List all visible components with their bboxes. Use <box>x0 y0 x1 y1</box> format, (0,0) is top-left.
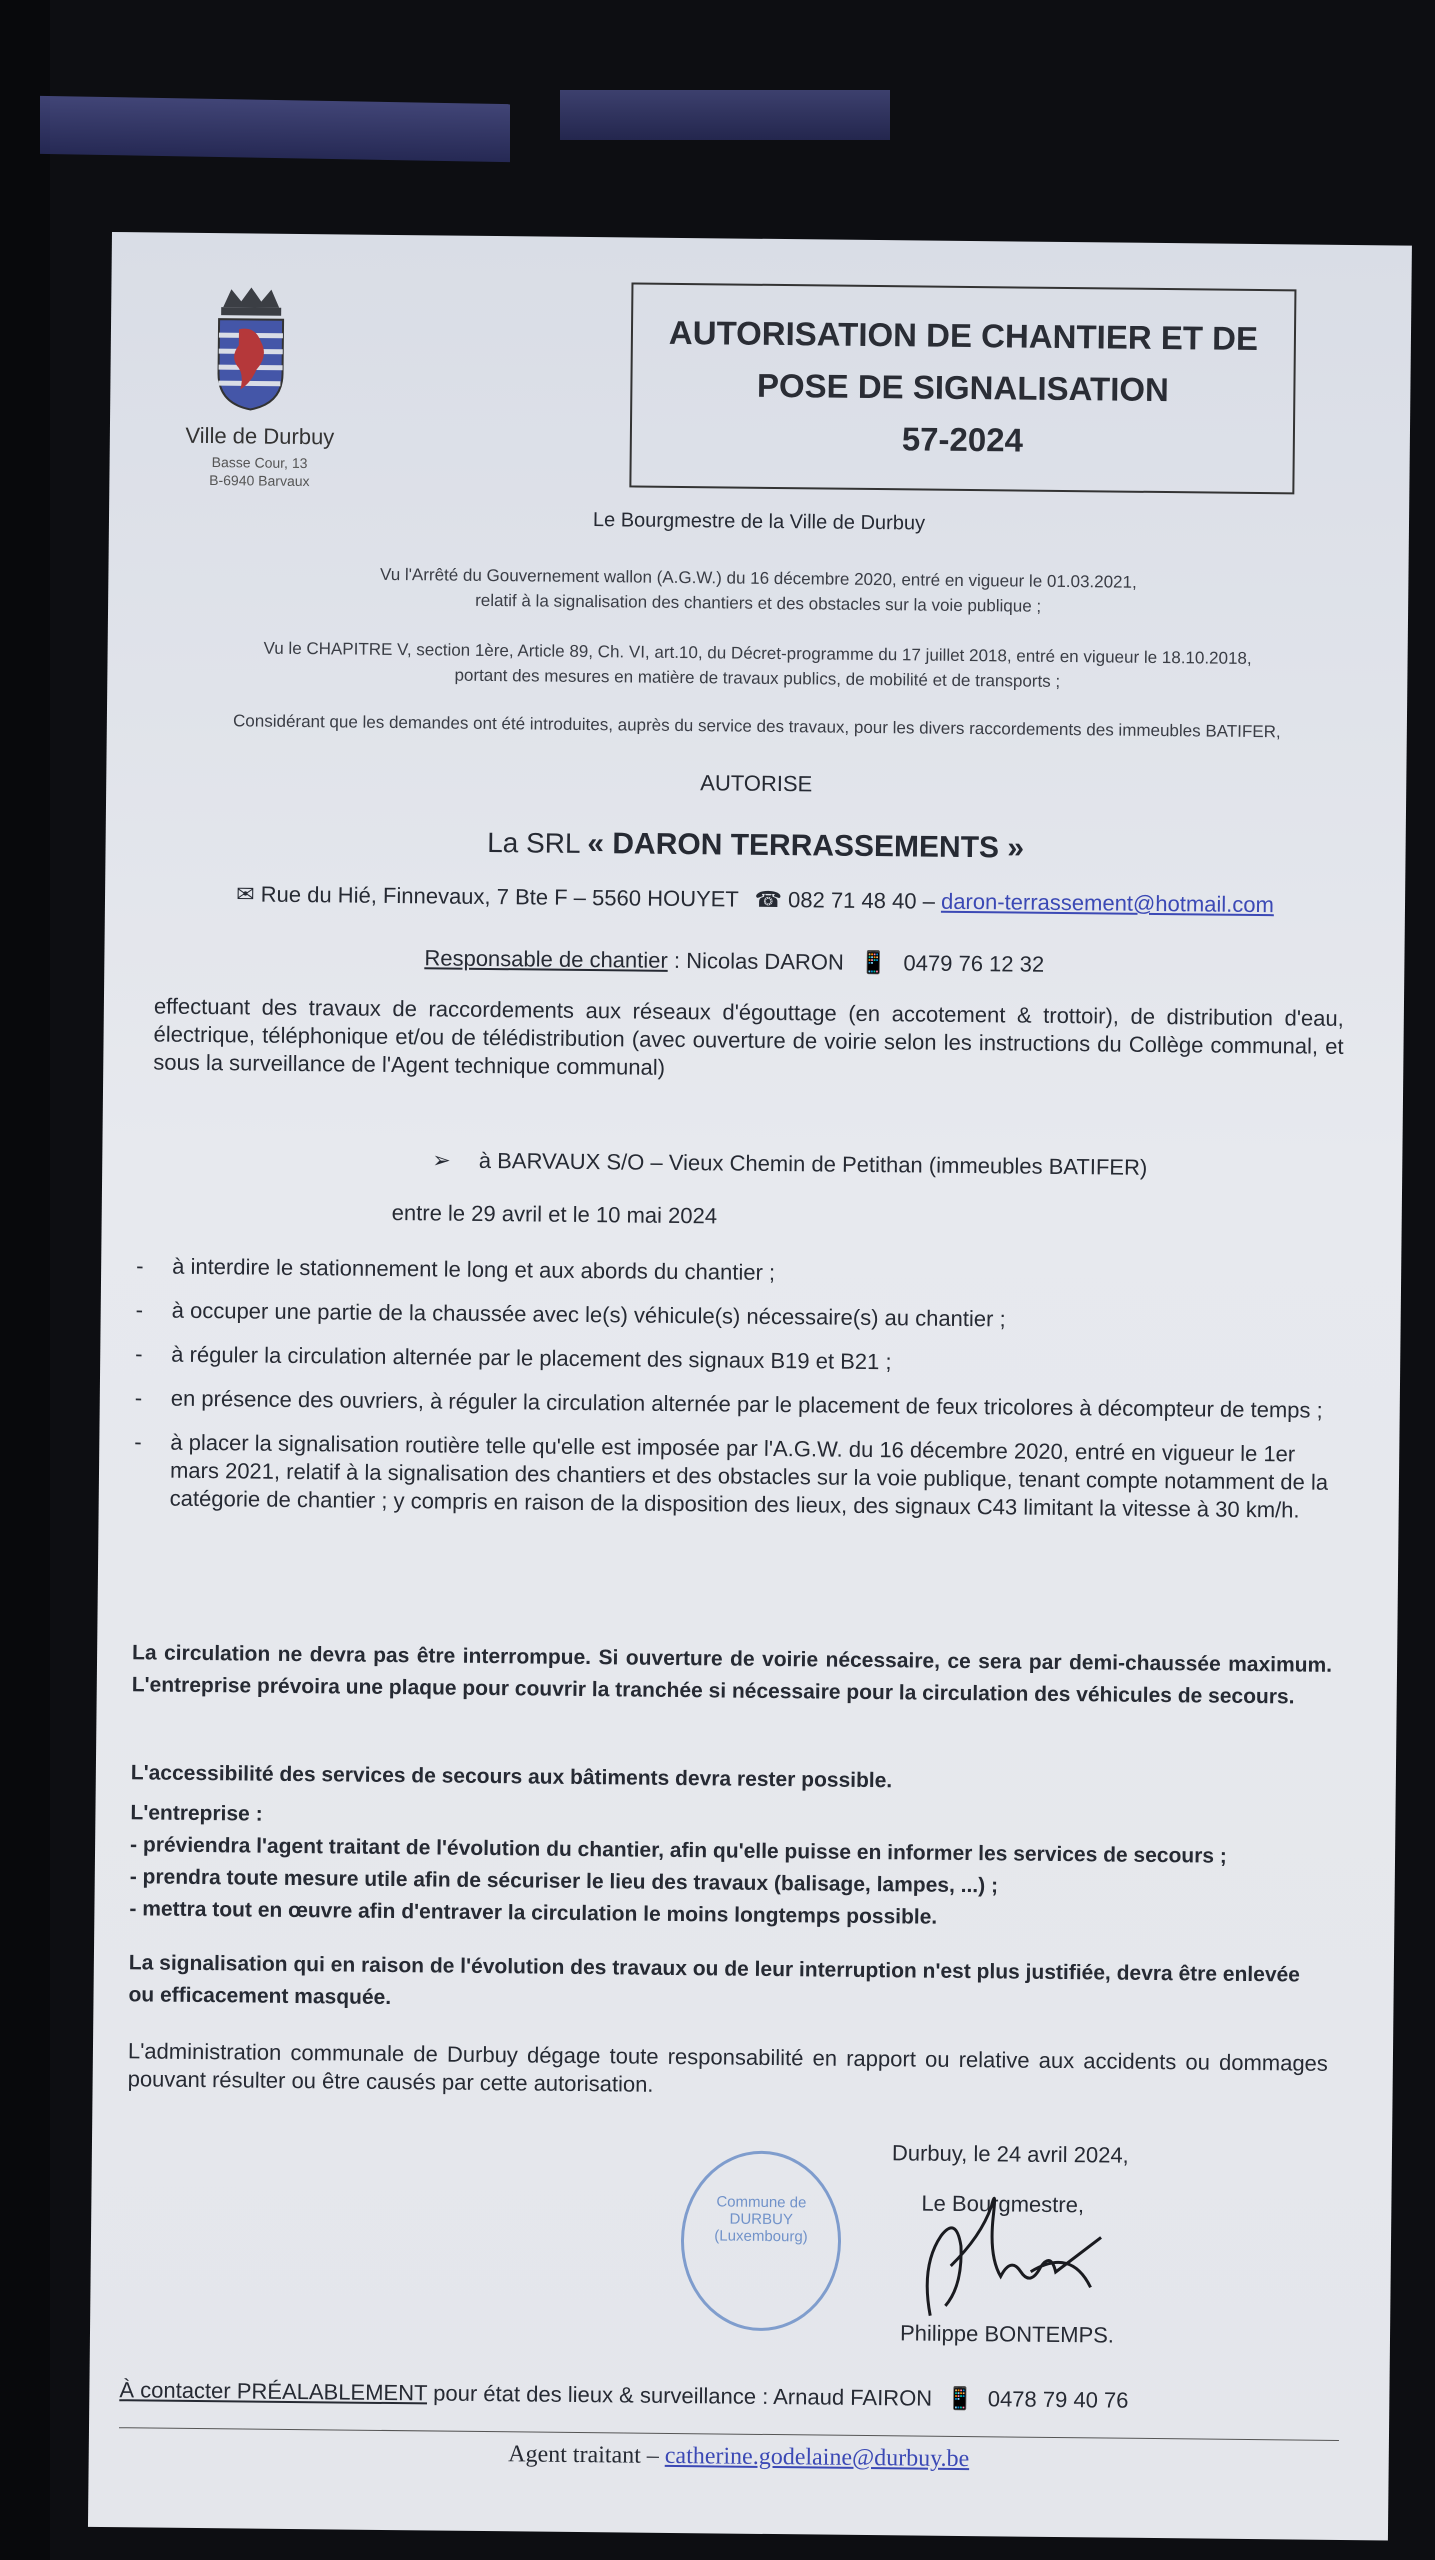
signatory-role: Le Bourgmestre, <box>921 2190 1085 2218</box>
town-address-line: B-6940 Barvaux <box>209 472 310 490</box>
company-prefix: La SRL <box>487 826 580 859</box>
signature-icon <box>900 2175 1162 2328</box>
title-line: POSE DE SIGNALISATION <box>756 366 1170 409</box>
town-address <box>159 453 359 491</box>
company-contact-line <box>105 880 1405 920</box>
prior-contact-label: À contacter PRÉALABLEMENT <box>119 2377 428 2406</box>
autorise-heading: AUTORISE <box>700 770 813 797</box>
mobile-phone-icon: 📱 <box>946 2385 974 2412</box>
measure-item: - à interdire le stationnement le long et aux abords du chantier ; <box>136 1252 1336 1293</box>
authorization-number: 57-2024 <box>901 420 1024 459</box>
agent-label: Agent traitant – <box>508 2441 659 2469</box>
signatory-name: Philippe BONTEMPS. <box>899 2320 1115 2348</box>
site-manager-label: Responsable de chantier <box>424 945 668 973</box>
legal-basis-line: Vu l'Arrêté du Gouvernement wallon (A.G.W.) du 16 décembre 2020, entré en vigueur le 01.03.2021, <box>379 564 1137 592</box>
considerant: Considérant que les demandes ont été introduites, auprès du service des travaux, pour les divers raccordements des immeubles BATIFER, <box>232 711 1281 742</box>
legal-basis-line: portant des mesures en matière de travaux publics, de mobilité et de transports ; <box>454 665 1061 691</box>
notice-document <box>88 232 1412 2540</box>
legal-basis-line: Vu le CHAPITRE V, section 1ère, Article 89, Ch. VI, art.10, du Décret-programme du 17 juillet 2018, entré en vigueur le 18.10.2018, <box>263 638 1252 668</box>
glass-reflection <box>40 96 510 162</box>
measure-item: - à placer la signalisation routière telle qu'elle est imposée par l'A.G.W. du 16 décembre 2020, entré en vigueur le 1er mars 2021, relatif à la signalisation des chantiers et des obstacles sur la voie publique, tenant compte notamment de la catégorie de chantier ; y compris en raison de la disposition des lieux, des signaux C43 limitant la vitesse à 30 km/h. <box>134 1428 1335 1525</box>
site-manager-line <box>424 945 1324 980</box>
company-address: Rue du Hié, Finnevaux, 7 Bte F – 5560 HOUYET <box>260 881 739 912</box>
company-obligations <box>129 1797 1330 1938</box>
handwritten-signature <box>900 2175 1162 2328</box>
display-frame-edge <box>0 0 50 2560</box>
mobile-phone-icon: 📱 <box>859 949 888 976</box>
stamp-text: Commune de DURBUY (Luxembourg) <box>714 2193 808 2246</box>
traffic-condition: La circulation ne devra pas être interrompue. Si ouverture de voirie nécessaire, ce sera par demi-chaussée maximum. L'entreprise prévoira une plaque pour couvrir la tranchée si nécessaire pour la circulation des véhicules de secours. <box>131 1641 1333 1709</box>
site-manager-mobile: 0479 76 12 32 <box>903 950 1045 977</box>
arrow-bullet-icon: ➢ <box>432 1147 451 1173</box>
crest-icon <box>210 285 291 416</box>
measure-item: - à réguler la circulation alternée par le placement des signaux B19 et B21 ; <box>135 1340 1335 1381</box>
company-name: « DARON TERRASSEMENTS » <box>587 827 1025 865</box>
measure-item: - en présence des ouvriers, à réguler la circulation alternée par le placement de feux tricolores à décompteur de temps ; <box>135 1384 1335 1425</box>
liability-disclaimer: L'administration communale de Durbuy dégage toute responsabilité en rapport ou relative aux accidents ou dommages pouvant résulter ou être causés par cette autorisation. <box>127 2038 1329 2097</box>
town-name: Ville de Durbuy <box>185 422 335 450</box>
separator-dash: – <box>922 888 936 914</box>
obligations-label: L'entreprise : <box>130 1801 263 1826</box>
measure-item: - à occuper une partie de la chaussée avec le(s) véhicule(s) nécessaire(s) au chantier ; <box>136 1296 1336 1337</box>
legal-basis-line: relatif à la signalisation des chantiers et des obstacles sur la voie publique ; <box>475 590 1042 616</box>
town-crest <box>200 285 301 416</box>
town-address-line: Basse Cour, 13 <box>211 454 308 472</box>
agent-line <box>89 2437 1389 2478</box>
site-manager-name: : Nicolas DARON <box>673 947 844 975</box>
works-location <box>432 1147 1312 1182</box>
prior-contact-line <box>119 2377 1339 2416</box>
issuing-authority: Le Bourgmestre de la Ville de Durbuy <box>592 509 926 535</box>
company-heading <box>105 822 1405 870</box>
works-description: effectuant des travaux de raccordements aux réseaux d'égouttage (en accotement & trottoir), de distribution d'eau, électrique, téléphonique et/ou de télédistribution (avec ouverture de voirie selon les instructions du Collège communal, et sous la surveillance de l'Agent technique communal) <box>153 993 1344 1080</box>
authorized-measures-list <box>133 1252 1336 1541</box>
prior-contact-phone: 0478 79 40 76 <box>987 2386 1129 2413</box>
works-dates: entre le 29 avril et le 10 mai 2024 <box>391 1199 718 1229</box>
obligation-item: - prendra toute mesure utile afin de sécuriser le lieu des travaux (balisage, lampes, ...) ; <box>129 1865 999 1898</box>
glass-reflection <box>560 90 890 140</box>
prior-contact-text: pour état des lieux & surveillance : Arnaud FAIRON <box>433 2380 933 2411</box>
emergency-access: L'accessibilité des services de secours aux bâtiments devra rester possible. <box>130 1761 893 1793</box>
signature-place-date: Durbuy, le 24 avril 2024, <box>891 2140 1129 2168</box>
company-email[interactable]: daron-terrassement@hotmail.com <box>940 888 1275 918</box>
company-phone: 082 71 48 40 <box>787 887 917 914</box>
document-title <box>629 282 1296 494</box>
official-stamp <box>680 2150 842 2332</box>
obligation-item: - préviendra l'agent traitant de l'évolution du chantier, afin qu'elle puisse en informer les services de secours ; <box>129 1833 1227 1868</box>
agent-email[interactable]: catherine.godelaine@durbuy.be <box>664 2442 970 2473</box>
works-location-text: à BARVAUX S/O – Vieux Chemin de Petithan (immeubles BATIFER) <box>478 1147 1148 1180</box>
telephone-icon: ☎ <box>754 886 783 913</box>
obligation-item: - mettra tout en œuvre afin d'entraver la circulation le moins longtemps possible. <box>129 1897 938 1929</box>
mailbox-icon: ✉ <box>236 881 255 907</box>
title-line: AUTORISATION DE CHANTIER ET DE <box>668 313 1259 358</box>
signage-removal: La signalisation qui en raison de l'évolution des travaux ou de leur interruption n'est plus justifiée, devra être enlevée ou efficacement masquée. <box>128 1951 1301 2010</box>
